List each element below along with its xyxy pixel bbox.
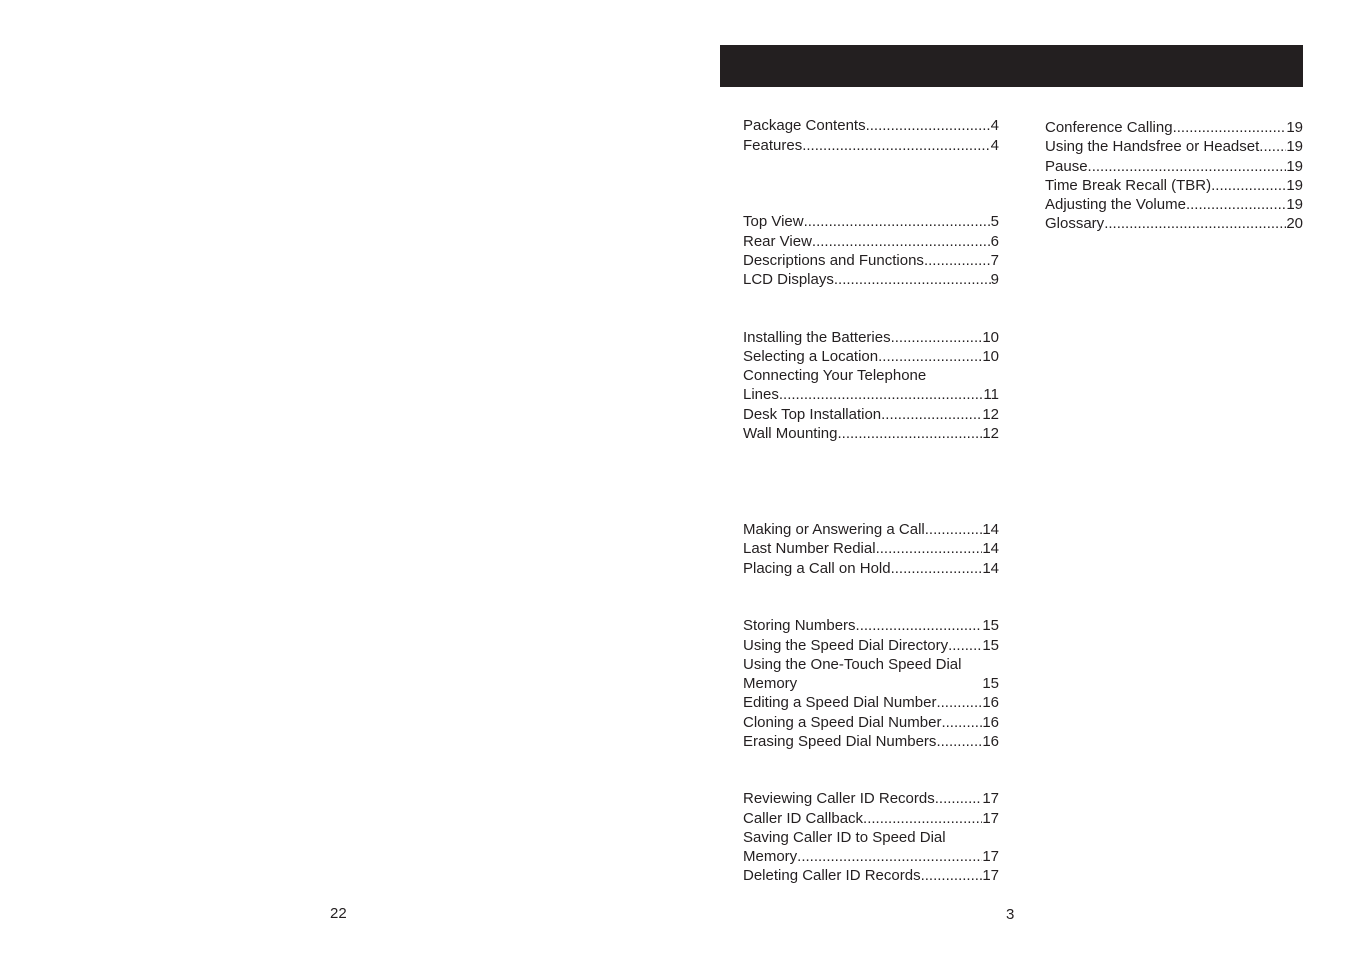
toc-entry-title-line1: Saving Caller ID to Speed Dial [743, 829, 946, 846]
toc-entry-title: Reviewing Caller ID Records [743, 790, 935, 807]
toc-entry-title-line1: Using the One-Touch Speed Dial [743, 656, 962, 673]
toc-entry[interactable] [743, 539, 999, 558]
toc-entry-title: Deleting Caller ID Records [743, 867, 921, 884]
toc-entry[interactable] [743, 136, 999, 155]
toc-entry-page: 17 [982, 790, 999, 807]
toc-entry-title: Descriptions and Functions [743, 252, 924, 269]
toc-entry-page: 19 [1286, 196, 1303, 213]
toc-entry-page: 17 [982, 810, 999, 827]
toc-entry[interactable] [743, 828, 999, 866]
toc-entry-title: Selecting a Location [743, 348, 879, 365]
toc-entry-title: Features [743, 137, 803, 154]
right-page-number: 3 [1006, 906, 1015, 923]
toc-entry-title: Wall Mounting [743, 425, 838, 442]
toc-entry-title: Top View [743, 213, 804, 230]
toc-entry-title: Conference Calling [1045, 119, 1173, 136]
toc-entry[interactable] [743, 347, 999, 366]
toc-entry-page: 10 [982, 348, 999, 365]
toc-entry-page: 14 [982, 560, 999, 577]
toc-entry-page: 14 [982, 540, 999, 557]
toc-entry-title: Last Number Redial [743, 540, 876, 557]
toc-entry-title: Storing Numbers [743, 617, 856, 634]
toc-entry-page: 16 [982, 733, 999, 750]
toc-entry[interactable] [1045, 214, 1303, 233]
toc-entry-page: 4 [990, 137, 999, 154]
toc-entry[interactable] [743, 732, 999, 751]
toc-entry-page: 19 [1286, 158, 1303, 175]
toc-entry-page: 15 [982, 637, 999, 654]
toc-entry[interactable] [1045, 176, 1303, 195]
toc-entry[interactable] [743, 693, 999, 712]
toc-entry-page: 5 [990, 213, 999, 230]
toc-entry[interactable] [743, 520, 999, 539]
toc-entry-title: Adjusting the Volume [1045, 196, 1186, 213]
toc-entry[interactable] [743, 559, 999, 578]
toc-entry-page: 16 [982, 714, 999, 731]
toc-entry-page: 10 [982, 329, 999, 346]
toc-entry-title: Caller ID Callback [743, 810, 864, 827]
toc-entry-title: LCD Displays [743, 271, 834, 288]
toc-entry[interactable] [743, 270, 999, 289]
toc-entry[interactable] [743, 251, 999, 270]
toc-entry[interactable] [1045, 195, 1303, 214]
toc-entry[interactable] [743, 232, 999, 251]
toc-entry-title: Using the Handsfree or Headset [1045, 138, 1260, 155]
toc-entry-title: Package Contents [743, 117, 866, 134]
toc-entry-title-line1: Connecting Your Telephone [743, 367, 927, 384]
toc-entry-page: 11 [983, 386, 999, 403]
toc-entry-page: 16 [982, 694, 999, 711]
toc-entry-title: Desk Top Installation [743, 406, 882, 423]
toc-entry[interactable] [1045, 157, 1303, 176]
toc-entry-page: 12 [982, 425, 999, 442]
toc-entry-page: 19 [1286, 119, 1303, 136]
toc-entry-page: 19 [1286, 177, 1303, 194]
toc-entry-title: Lines [743, 386, 779, 403]
toc-entry-title: Using the Speed Dial Directory [743, 637, 949, 654]
toc-entry-page: 15 [982, 617, 999, 634]
toc-entry[interactable] [743, 405, 999, 424]
toc-entry-page: 4 [990, 117, 999, 134]
toc-entry[interactable] [743, 789, 999, 808]
toc-entry-title: Cloning a Speed Dial Number [743, 714, 942, 731]
toc-entry-title: Editing a Speed Dial Number [743, 694, 937, 711]
toc-entry-title: Memory [743, 675, 798, 692]
toc-entry[interactable] [743, 655, 999, 693]
toc-entry-page: 15 [982, 675, 999, 692]
toc-entry-page: 6 [990, 233, 999, 250]
section-header-bar [720, 45, 1303, 87]
toc-entry-page: 12 [982, 406, 999, 423]
toc-entry[interactable] [743, 328, 999, 347]
toc-entry-page: 9 [990, 271, 999, 288]
toc-entry-page: 7 [990, 252, 999, 269]
left-page-number: 22 [330, 905, 347, 922]
toc-entry-title: Glossary [1045, 215, 1105, 232]
toc-entry-title: Rear View [743, 233, 812, 250]
toc-entry-title: Pause [1045, 158, 1088, 175]
toc-entry[interactable] [743, 616, 999, 635]
toc-entry-title: Memory [743, 848, 798, 865]
toc-entry-page: 19 [1286, 138, 1303, 155]
toc-entry-title: Installing the Batteries [743, 329, 891, 346]
toc-entry-title: Erasing Speed Dial Numbers [743, 733, 937, 750]
toc-entry-page: 17 [982, 848, 999, 865]
toc-entry[interactable] [743, 116, 999, 135]
toc-entry[interactable] [743, 212, 999, 231]
toc-entry-page: 17 [982, 867, 999, 884]
toc-entry[interactable] [1045, 137, 1303, 156]
toc-entry-title: Placing a Call on Hold [743, 560, 891, 577]
toc-entry[interactable] [743, 809, 999, 828]
toc-entry[interactable] [743, 424, 999, 443]
toc-entry[interactable] [743, 636, 999, 655]
toc-entry[interactable] [1045, 118, 1303, 137]
toc-entry[interactable] [743, 713, 999, 732]
toc-entry-title: Making or Answering a Call [743, 521, 925, 538]
toc-entry[interactable] [743, 366, 999, 404]
toc-entry-page: 14 [982, 521, 999, 538]
toc-entry[interactable] [743, 866, 999, 885]
toc-entry-page: 20 [1286, 215, 1303, 232]
toc-entry-title: Time Break Recall (TBR) [1045, 177, 1212, 194]
